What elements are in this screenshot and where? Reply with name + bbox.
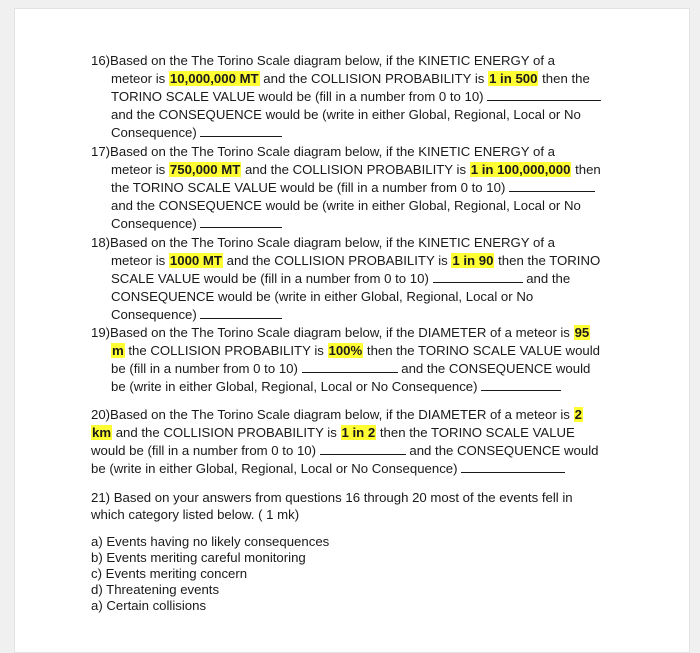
highlight-probability: 100% [328, 343, 363, 358]
question-line: would be (fill in a number from 0 to 10) and the CONSEQUENCE would [91, 443, 599, 458]
highlight-kinetic-energy: 750,000 MT [169, 162, 241, 177]
highlight-probability: 1 in 100,000,000 [470, 162, 571, 177]
option-a-no-consequences[interactable]: a) Events having no likely consequences [91, 534, 330, 549]
question-prompt: which category listed below. ( 1 mk) [91, 507, 300, 522]
answer-blank[interactable] [200, 125, 282, 137]
question-line: 18)Based on the The Torino Scale diagram below, if the KINETIC ENERGY of a [91, 235, 556, 250]
question-line: 17)Based on the The Torino Scale diagram below, if the KINETIC ENERGY of a [91, 144, 556, 159]
question-line: km and the COLLISION PROBABILITY is 1 in 2 then the TORINO SCALE VALUE [92, 425, 575, 440]
question-prompt: 21) Based on your answers from questions 16 through 20 most of the events fell in [91, 490, 573, 505]
question-line: TORINO SCALE VALUE would be (fill in a number from 0 to 10) [111, 88, 601, 106]
question-line: and the CONSEQUENCE would be (write in either Global, Regional, Local or No [111, 198, 581, 213]
highlight-diameter: 95 [574, 325, 590, 340]
question-line: meteor is 1000 MT and the COLLISION PROBABILITY is 1 in 90 then the TORINO [111, 253, 601, 268]
question-line: be (write in either Global, Regional, Local or No Consequence) [91, 460, 565, 478]
question-line: Consequence) [111, 215, 282, 233]
question-line: CONSEQUENCE would be (write in either Global, Regional, Local or No [111, 289, 534, 304]
highlight-probability: 1 in 2 [341, 425, 376, 440]
answer-blank[interactable] [200, 307, 282, 319]
option-c-meriting-concern[interactable]: c) Events meriting concern [91, 566, 248, 581]
answer-blank[interactable] [481, 379, 561, 391]
highlight-kinetic-energy: 1000 MT [169, 253, 222, 268]
answer-blank[interactable] [461, 461, 565, 473]
question-line: the TORINO SCALE VALUE would be (fill in a number from 0 to 10) [111, 179, 595, 197]
answer-blank[interactable] [302, 361, 398, 373]
question-line: meteor is 750,000 MT and the COLLISION PROBABILITY is 1 in 100,000,000 then [111, 162, 601, 177]
question-line: be (fill in a number from 0 to 10) and the CONSEQUENCE would [111, 361, 591, 376]
question-line: 20)Based on the The Torino Scale diagram below, if the DIAMETER of a meteor is 2 [91, 407, 582, 422]
highlight-probability: 1 in 90 [452, 253, 494, 268]
answer-blank[interactable] [509, 180, 595, 192]
question-line: SCALE VALUE would be (fill in a number from 0 to 10) and the [111, 271, 571, 286]
question-line: Consequence) [111, 124, 282, 142]
question-line: and the CONSEQUENCE would be (write in either Global, Regional, Local or No [111, 107, 581, 122]
answer-blank[interactable] [200, 216, 282, 228]
question-line: 19)Based on the The Torino Scale diagram below, if the DIAMETER of a meteor is 95 [91, 325, 590, 340]
answer-blank[interactable] [433, 271, 523, 283]
question-line: m the COLLISION PROBABILITY is 100% then the TORINO SCALE VALUE would [112, 343, 601, 358]
answer-blank[interactable] [487, 89, 601, 101]
highlight-diameter: 2 [574, 407, 582, 422]
question-line: Consequence) [111, 306, 282, 324]
question-line: be (write in either Global, Regional, Local or No Consequence) [111, 378, 561, 396]
option-certain-collisions[interactable]: a) Certain collisions [91, 598, 207, 613]
option-d-threatening[interactable]: d) Threatening events [91, 582, 220, 597]
highlight-diameter-unit: m [112, 343, 124, 358]
highlight-diameter-unit: km [92, 425, 112, 440]
answer-blank[interactable] [320, 443, 406, 455]
highlight-probability: 1 in 500 [489, 71, 538, 86]
question-line: 16)Based on the The Torino Scale diagram below, if the KINETIC ENERGY of a [91, 53, 556, 68]
question-line: meteor is 10,000,000 MT and the COLLISION PROBABILITY is 1 in 500 then the [111, 71, 590, 86]
option-b-careful-monitoring[interactable]: b) Events meriting careful monitoring [91, 550, 306, 565]
highlight-kinetic-energy: 10,000,000 MT [169, 71, 259, 86]
